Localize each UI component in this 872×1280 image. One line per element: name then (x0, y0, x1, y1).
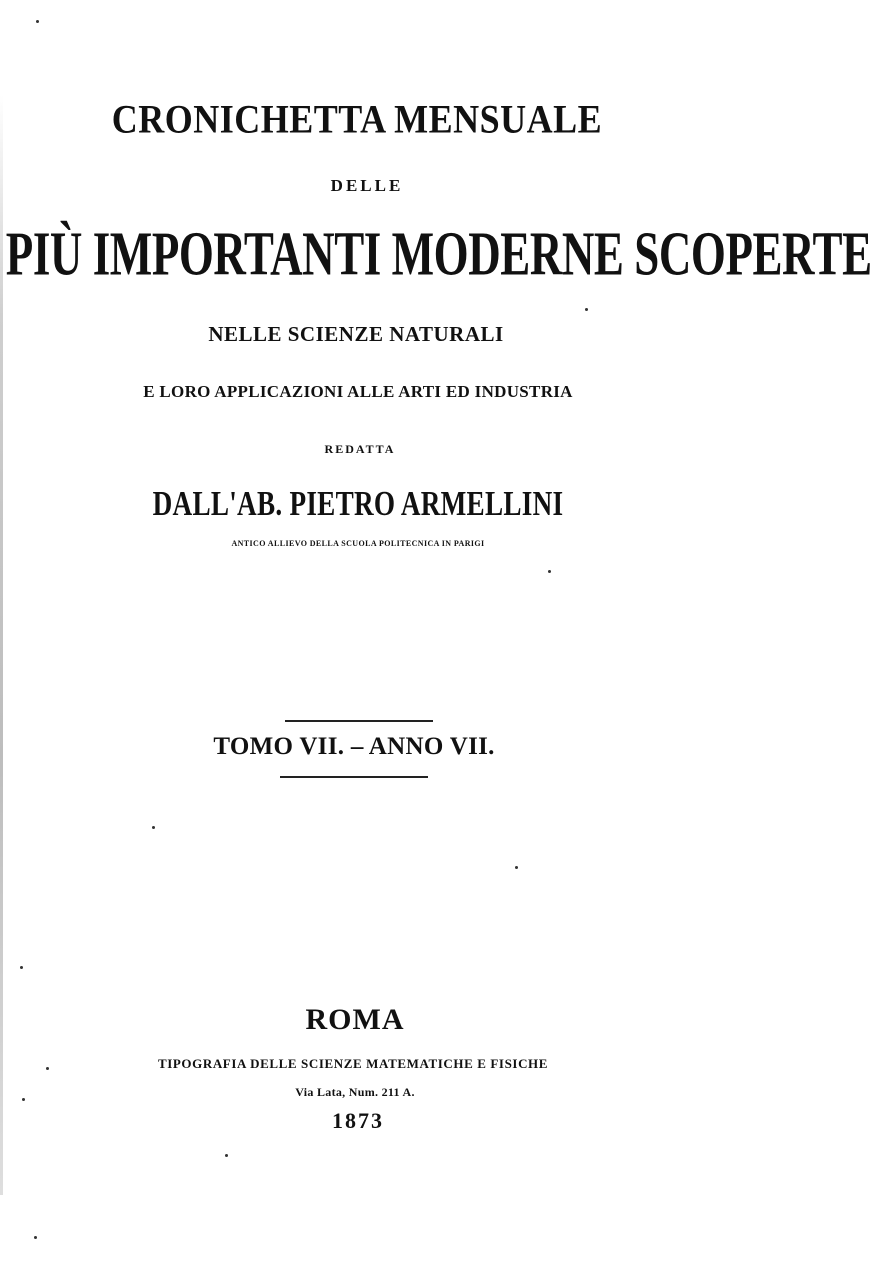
subtitle-2: E LORO APPLICAZIONI ALLE ARTI ED INDUSTRIA (143, 382, 573, 401)
subtitle-1: NELLE SCIENZE NATURALI (208, 322, 504, 346)
imprint-address: Via Lata, Num. 211 A. (295, 1085, 415, 1099)
rule-below-volume (280, 776, 428, 778)
imprint-year: 1873 (332, 1108, 384, 1133)
paper-speck (22, 1098, 25, 1101)
paper-speck (585, 308, 588, 311)
paper-speck (46, 1067, 49, 1070)
paper-speck (152, 826, 155, 829)
paper-speck (36, 20, 39, 23)
author-name: DALL'AB. PIETRO ARMELLINI (152, 483, 564, 523)
author-affiliation: ANTICO ALLIEVO DELLA SCUOLA POLITECNICA IN PARIGI (231, 539, 485, 548)
redatta-label: REDATTA (324, 442, 396, 456)
paper-speck (34, 1236, 37, 1239)
title-line-1: CRONICHETTA MENSUALE (111, 96, 603, 142)
paper-speck (515, 866, 518, 869)
volume-info: TOMO VII. – ANNO VII. (213, 733, 495, 760)
paper-speck (20, 966, 23, 969)
rule-above-volume (285, 720, 433, 722)
imprint-city: ROMA (305, 1003, 405, 1036)
imprint-printer: TIPOGRAFIA DELLE SCIENZE MATEMATICHE E FISICHE (157, 1056, 549, 1071)
paper-speck (225, 1154, 228, 1157)
paper-speck (548, 570, 551, 573)
title-line-2: DELLE (330, 176, 404, 195)
main-title: PIÙ IMPORTANTI MODERNE SCOPERTE (5, 218, 872, 288)
